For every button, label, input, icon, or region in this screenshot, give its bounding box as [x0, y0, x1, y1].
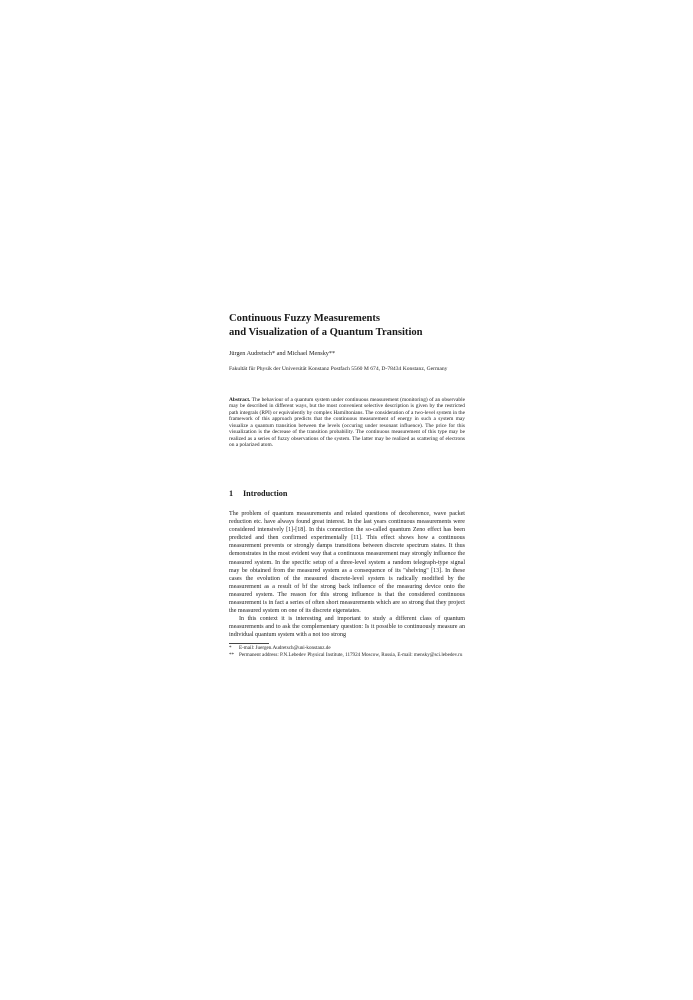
- abstract-text: The behaviour of a quantum system under continuous measurement (monitoring) of an observable may be described in different ways, but the most convenient selective description is given by the restricted path integrals (RPI) or equivalently by complex Hamiltonians. The consideration of a two-level system in the framework of this approach predicts that the continuous measurement of energy in such a system may visualize a quantum transition between the levels (occuring under resonant influence). The price for this visualization is the decrease of the transition probability. The continuous measurement of this type may be realized as a series of fuzzy observations of the system. The latter may be realized as scattering of electrons on a polarized atom.: [229, 397, 465, 449]
- footnote-1: [229, 645, 465, 652]
- title-line-2: and Visualization of a Quantum Transition: [229, 327, 423, 338]
- section-number: 1: [229, 489, 234, 498]
- footnote-rule: [229, 643, 269, 644]
- footnote-1-text: E-mail: Juergen.Audretsch@uni-konstanz.de: [239, 645, 331, 651]
- section-body: [229, 510, 465, 640]
- paragraph-1: The problem of quantum measurements and related questions of decoherence, wave packet reduction etc. have always found great interest. In the last years continuous measurements were considered intensively [1]-[18]. In this connection the so-called quantum Zeno effect has been predicted and then confirmed experimentally [11]. This effect shows how a continuous measurement prevents or strongly damps transitions between discrete spectrum states. It thus demonstrates in the most evident way that a continuous measurement may strongly influence the measured system. In the specific setup of a three-level system a random telegraph-type signal may be obtained from the measured system as a consequence of its "shelving" [13]. In these cases the evolution of the measured discrete-level system is radically modified by the measurement as a result of bf the strong back influence of the measuring device onto the measured system. The reason for this strong influence is that the considered continuous measurement is in fact a series of often short measurements which are so strong that they project the measured system on one of its discrete eigenstates.: [229, 511, 465, 615]
- abstract: [229, 397, 465, 449]
- footnotes: [229, 645, 465, 658]
- paper-title: [229, 312, 465, 340]
- footnote-1-mark: *: [229, 645, 232, 651]
- section-title: Introduction: [243, 489, 288, 498]
- author-list: Jürgen Audretsch* and Michael Mensky**: [229, 350, 336, 357]
- title-line-1: Continuous Fuzzy Measurements: [229, 313, 381, 324]
- section-heading: [229, 489, 465, 499]
- abstract-label: Abstract.: [229, 397, 251, 403]
- affiliation: Fakultät für Physik der Universität Konstanz Postfach 5560 M 674, D-78434 Konstanz, Germany: [229, 366, 448, 372]
- footnote-2-text: Permanent address: P.N.Lebedev Physical Institute, 117924 Moscow, Russia, E-mail: mensky@sci.lebedev.ru: [239, 651, 463, 658]
- footnote-2-mark: **: [229, 651, 235, 658]
- paragraph-2: In this context it is interesting and important to study a different class of quantum measurements and to ask the complementary question: Is it possible to continuously measure an individual quantum system with a not too strong: [229, 616, 465, 639]
- footnote-2: [229, 652, 465, 659]
